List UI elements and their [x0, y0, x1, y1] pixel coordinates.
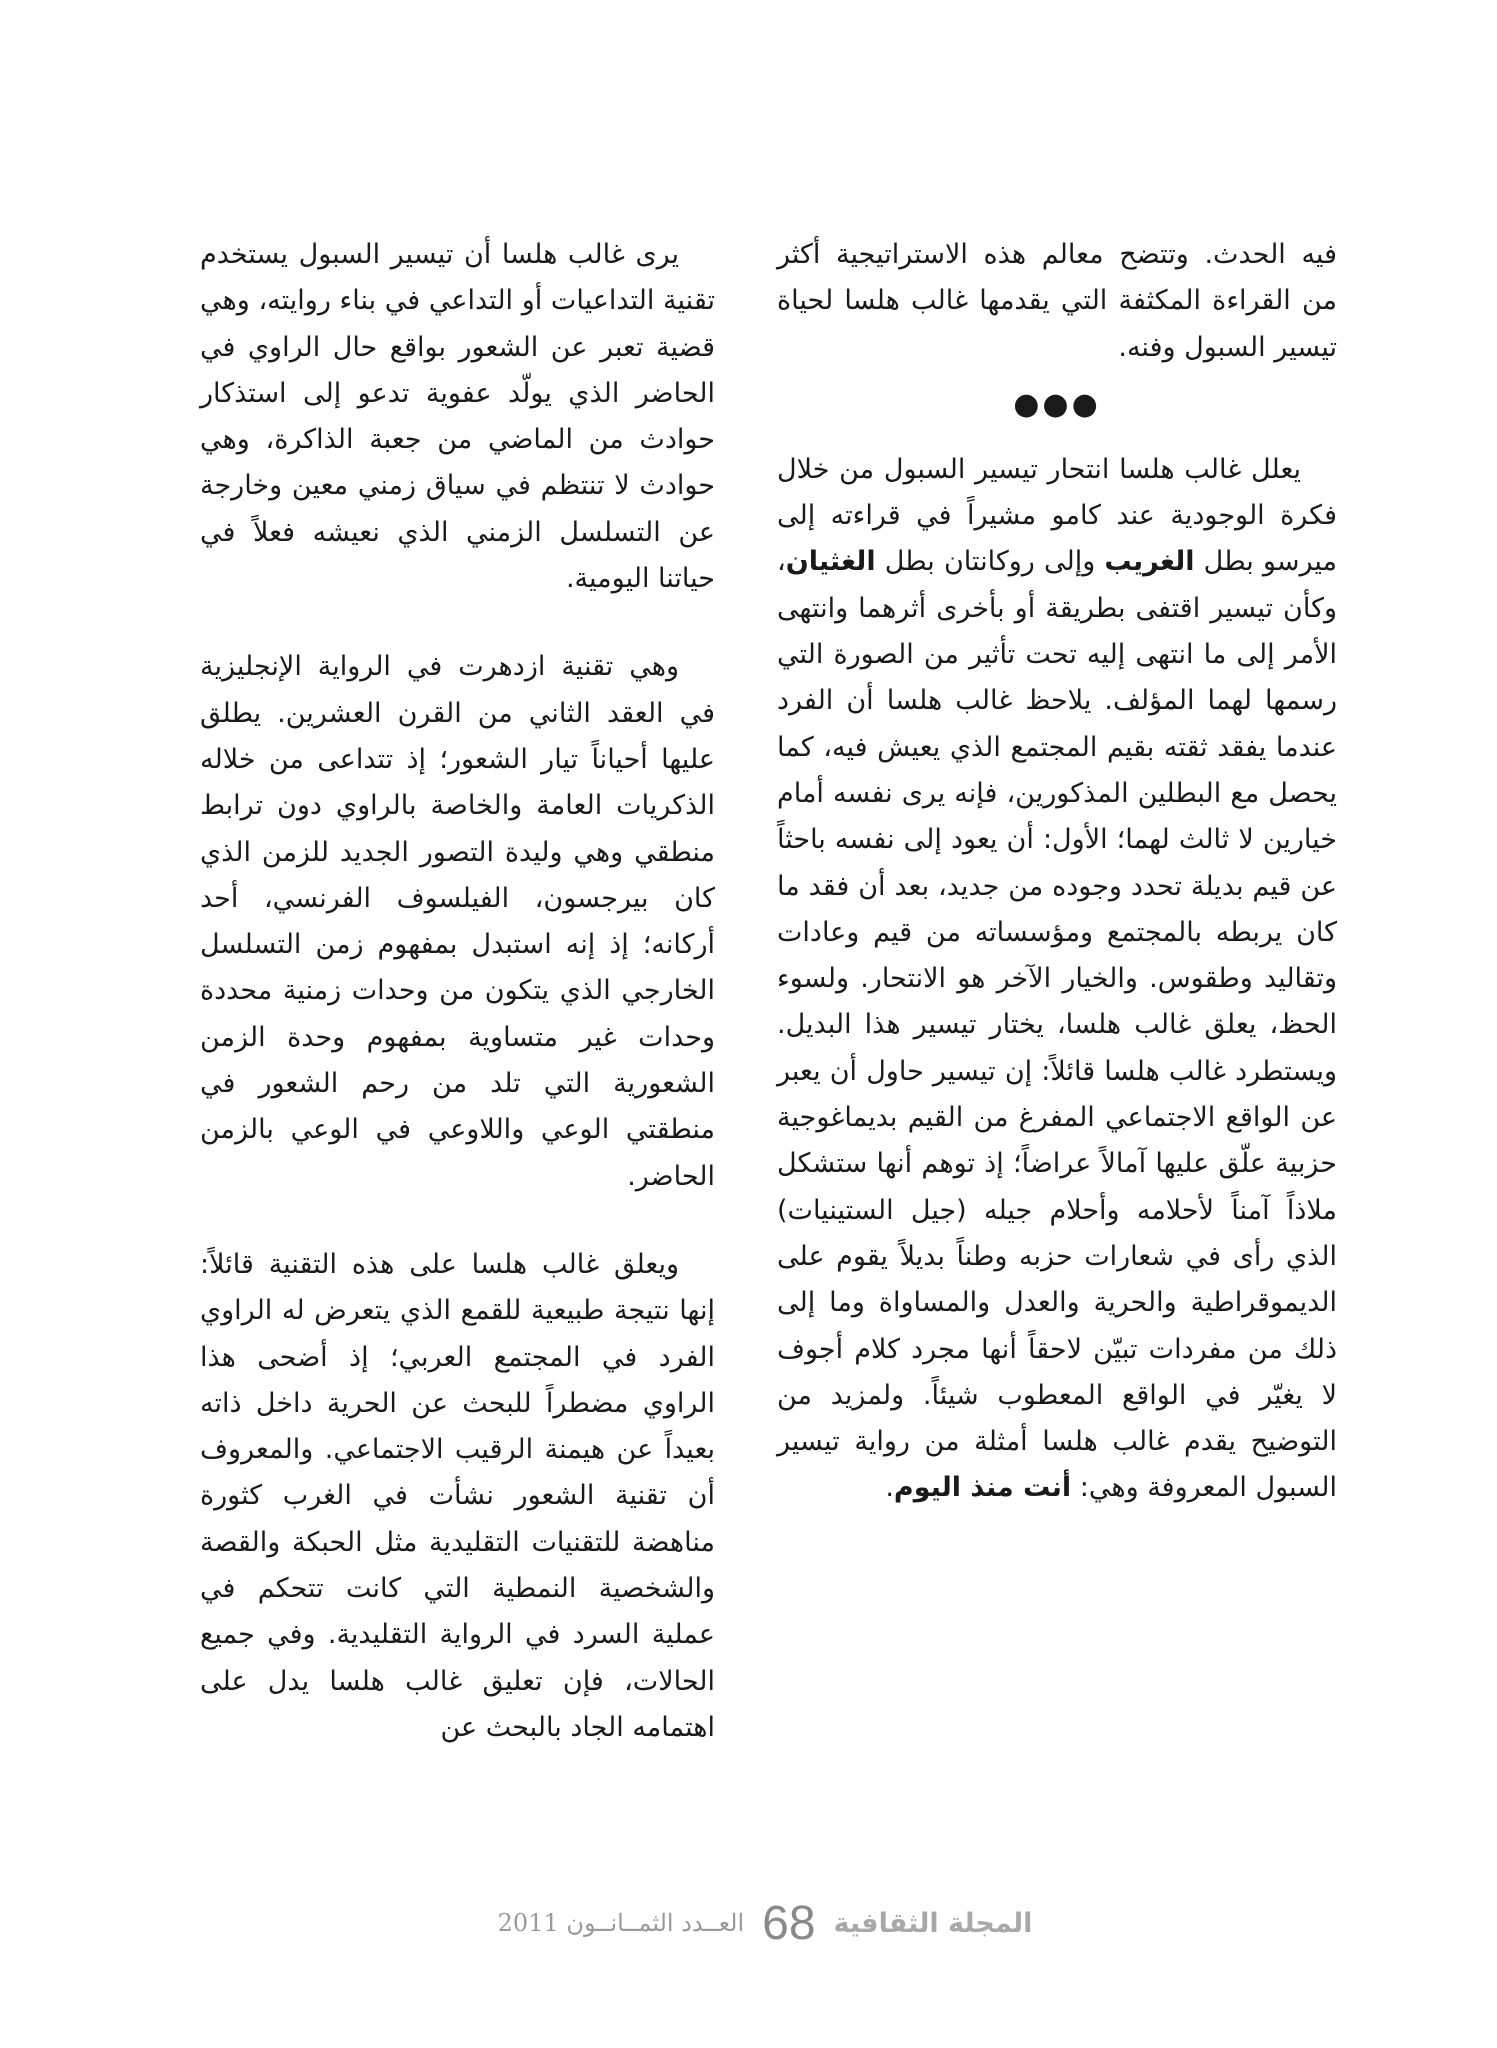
paragraph-intro: فيه الحدث. وتتضح معالم هذه الاستراتيجية أكثر من القراءة المكثفة التي يقدمها غالب هلسا لحياة تيسير السبول وفنه. — [777, 239, 1337, 363]
text-run: وإلى روكانتان بطل — [875, 546, 1105, 578]
paragraph-association-technique: يرى غالب هلسا أن تيسير السبول يستخدم تقنية التداعيات أو التداعي في بناء روايته، وهي قضية تعبر عن الشعور بواقع حال الراوي في الحاضر الذي يولّد عفوية تدعو إلى استذكار حوادث من الماضي من جعبة الذاكرة، وهي حوادث لا تنتظم في سياق زمني معين وخارجة عن التسلسل الزمني الذي نعيشه فعلاً في حياتنا اليومية. — [200, 239, 715, 595]
paragraph-halasa-commentary: ويعلق غالب هلسا على هذه التقنية قائلاً: إنها نتيجة طبيعية للقمع الذي يتعرض له الراوي الفرد في المجتمع العربي؛ إذ أضحى هذا الراوي مضطراً للبحث عن الحرية داخل ذاته بعيداً عن هيمنة الرقيب الاجتماعي. والمعروف أن تقنية الشعور نشأت في الغرب كثورة مناهضة للتقنيات التقليدية مثل الحبكة والقصة والشخصية النمطية التي كانت تتحكم في عملية السرد في الرواية التقليدية. وفي جميع الحالات، فإن تعليق غالب هلسا يدل على اهتمامه الجاد بالبحث عن — [200, 1248, 715, 1743]
issue-label: العــدد الثمــانــون 2011 — [497, 1909, 745, 1937]
book-title-the-stranger: الغريب — [1104, 546, 1195, 578]
book-title-you-since-today: أنت منذ اليوم — [893, 1472, 1072, 1504]
page-footer — [440, 1893, 1090, 1953]
paragraph-stream-of-consciousness: وهي تقنية ازدهرت في الرواية الإنجليزية في العقد الثاني من القرن العشرين. يطلق عليها أحياناً تيار الشعور؛ إذ تتداعى من خلاله الذكريات العامة والخاصة بالراوي دون ترابط منطقي وهي وليدة التصور الجديد للزمن الذي كان بيرجسون، الفيلسوف الفرنسي، أحد أركانه؛ إذ إنه استبدل بمفهوم زمن التسلسل الخارجي الذي يتكون من وحدات زمنية محددة وحدات غير متساوية بمفهوم وحدة الزمن الشعورية التي تلد من رحم الشعور في منطقتي الوعي واللاوعي في الوعي بالزمن الحاضر. — [200, 651, 715, 1192]
right-column — [777, 232, 1337, 1512]
paragraph-suicide-analysis — [777, 447, 1337, 1512]
left-column — [200, 232, 715, 1751]
section-separator: ●●● — [1013, 386, 1101, 422]
text-run: يعلل غالب هلسا انتحار تيسير السبول من خلال فكرة الوجودية عند كامو مشيراً في قراءته إلى ميرسو بطل — [777, 453, 1337, 578]
book-title-nausea: الغثيان — [785, 546, 876, 578]
magazine-name: المجلة الثقافية — [833, 1907, 1033, 1939]
paragraph-gap — [200, 1200, 715, 1242]
paragraph-gap — [200, 602, 715, 644]
page-number: 68 — [762, 1896, 816, 1950]
text-run: . — [885, 1472, 894, 1504]
text-run: ، وكأن تيسير اقتفى بطريقة أو بأخرى أثرهما وانتهى الأمر إلى ما انتهى إليه تحت تأثير من الصورة التي رسمها لهما المؤلف. يلاحظ غالب هلسا أن الفرد عندما يفقد ثقته بقيم المجتمع الذي يعيش فيه، كما يحصل مع البطلين المذكورين، فإنه يرى نفسه أمام خيارين لا ثالث لهما؛ الأول: أن يعود إلى نفسه باحثاً عن قيم بديلة تحدد وجوده من جديد، بعد أن فقد ما كان يربطه بالمجتمع ومؤسساته من قيم وعادات وتقاليد وطقوس. والخيار الآخر هو الانتحار. ولسوء الحظ، يعلق غالب هلسا، يختار تيسير هذا البديل. ويستطرد غالب هلسا قائلاً: إن تيسير حاول أن يعبر عن الواقع الاجتماعي المفرغ من القيم بديماغوجية حزبية علّق عليها آمالاً عراضاً؛ إذ توهم أنها ستشكل ملاذاً آمناً لأحلامه وأحلام جيله (جيل الستينيات) الذي رأى في شعارات حزبه وطناً بديلاً يقوم على الديموقراطية والحرية والعدل والمساواة وما إلى ذلك من مفردات تبيّن لاحقاً أنها مجرد كلام أجوف لا يغيّر في الواقع المعطوب شيئاً. ولمزيد من التوضيح يقدم غالب هلسا أمثلة من رواية تيسير السبول المعروفة وهي: — [777, 546, 1337, 1504]
